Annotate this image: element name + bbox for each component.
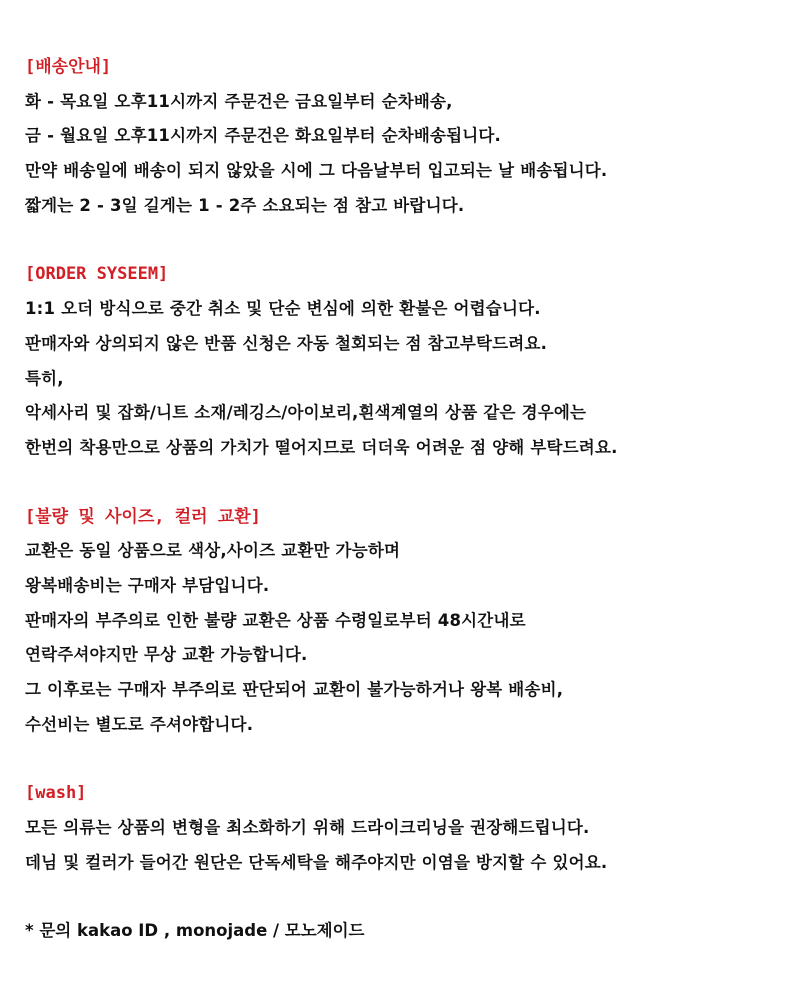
notice-line: 한번의 착용만으로 상품의 가치가 떨어지므로 더더욱 어려운 점 양해 부탁드려요. [25,437,618,457]
section-title-shipping: [배송안내] [25,57,112,77]
section-order-system [25,257,795,465]
notice-line: 화 - 목요일 오후11시까지 주문건은 금요일부터 순차배송, [25,91,453,111]
contact-info: * 문의 kakao ID , monojade / 모노제이드 [25,921,365,941]
notice-line: 특히, [25,368,64,388]
notice-line: 악세사리 및 잡화/니트 소재/레깅스/아이보리,흰색계열의 상품 같은 경우에는 [25,403,587,423]
shipping-notice [25,50,795,949]
notice-line: 판매자의 부주의로 인한 불량 교환은 상품 수령일로부터 48시간내로 [25,610,526,630]
section-title-exchange: [불량 및 사이즈, 컬러 교환] [25,506,261,527]
notice-line: 만약 배송일에 배송이 되지 않았을 시에 그 다음날부터 입고되는 날 배송됩니다. [25,161,608,181]
notice-line: 수선비는 별도로 주셔야합니다. [25,714,254,734]
notice-line: 짧게는 2 - 3일 길게는 1 - 2주 소요되는 점 참고 바랍니다. [25,195,465,215]
section-title-wash: [wash] [25,783,87,804]
notice-line: 금 - 월요일 오후11시까지 주문건은 화요일부터 순차배송됩니다. [25,126,502,146]
notice-line: 교환은 동일 상품으로 색상,사이즈 교환만 가능하며 [25,541,401,561]
notice-line: 판매자와 상의되지 않은 반품 신청은 자동 철회되는 점 참고부탁드려요. [25,333,548,353]
notice-line: 연락주셔야지만 무상 교환 가능합니다. [25,645,308,665]
section-exchange [25,500,795,743]
notice-line: 데님 및 컬러가 들어간 원단은 단독세탁을 해주야지만 이염을 방지할 수 있어요. [25,852,608,872]
notice-line: 1:1 오더 방식으로 중간 취소 및 단순 변심에 의한 환불은 어렵습니다. [25,299,541,319]
section-wash [25,776,795,880]
notice-line: 왕복배송비는 구매자 부담입니다. [25,575,270,595]
notice-line: 그 이후로는 구매자 부주의로 판단되어 교환이 불가능하거나 왕복 배송비, [25,680,564,699]
notice-line: 모든 의류는 상품의 변형을 최소화하기 위해 드라이크리닝을 권장해드립니다. [25,818,590,838]
section-shipping [25,50,795,223]
section-title-order-system: [ORDER SYSEEM] [25,264,169,285]
